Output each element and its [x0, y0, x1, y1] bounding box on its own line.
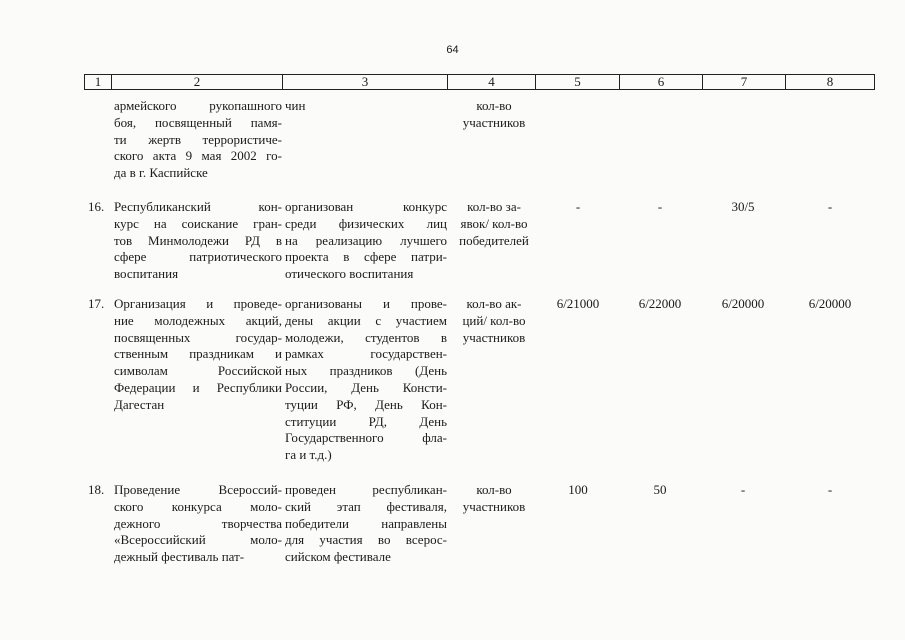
- value-col-6: -: [657, 199, 663, 214]
- header-col-8: 8: [786, 75, 875, 90]
- event-name-line: Проведение Всероссий-: [114, 482, 282, 497]
- expected-result: [285, 98, 447, 115]
- expected-result-line: ский этап фестиваля,: [285, 498, 447, 514]
- value-col-7: 30/5: [731, 199, 755, 214]
- indicator: [451, 482, 537, 516]
- row-number: 16.: [88, 199, 105, 214]
- row-number: 17.: [88, 296, 105, 311]
- event-name: [114, 482, 282, 566]
- header-col-2: 2: [112, 75, 283, 90]
- expected-result: [285, 482, 447, 566]
- event-name-line: дежный фестиваль пат-: [114, 549, 245, 565]
- expected-result: [285, 296, 447, 464]
- indicator-line: явок/ кол-во: [460, 215, 528, 231]
- expected-result-line: России, День Консти-: [285, 379, 447, 395]
- event-name-line: армейского рукопашного: [114, 98, 282, 113]
- event-name-line: «Всероссийский моло-: [114, 532, 282, 548]
- indicator-line: ций/ кол-во: [462, 312, 526, 328]
- header-col-7: 7: [703, 75, 786, 90]
- expected-result-line: ституции РД, День: [285, 413, 447, 429]
- event-name-line: ского акта 9 мая 2002 го-: [114, 148, 282, 164]
- indicator-line: участников: [462, 329, 526, 345]
- expected-result-line: дены акции с участием: [285, 312, 447, 328]
- expected-result-line: га и т.д.): [285, 447, 332, 463]
- indicator-line: участников: [462, 498, 526, 514]
- indicator-line: кол-во ак-: [466, 296, 522, 311]
- event-name-line: символам Российской: [114, 363, 282, 379]
- indicator: [451, 199, 537, 249]
- event-name-line: Организация и проведе-: [114, 296, 282, 311]
- event-name: [114, 296, 282, 414]
- value-col-6: 50: [653, 482, 667, 497]
- event-name-line: ского конкурса моло-: [114, 498, 282, 514]
- expected-result-line: отического воспитания: [285, 266, 414, 282]
- event-name-line: дежного творчества: [114, 515, 282, 531]
- event-name: [114, 199, 282, 283]
- event-name-line: Федерации и Республики: [114, 379, 282, 395]
- expected-result-line: на реализацию лучшего: [285, 232, 447, 248]
- event-name-line: ти жертв террористиче-: [114, 131, 282, 147]
- event-name-line: сфере патриотического: [114, 249, 282, 265]
- expected-result-line: победители направлены: [285, 515, 447, 531]
- event-name-line: ние молодежных акций,: [114, 312, 282, 328]
- indicator-line: кол-во за-: [467, 199, 521, 214]
- event-name: [114, 98, 282, 182]
- expected-result-line: организованы и прове-: [285, 296, 447, 311]
- expected-result-line: туции РФ, День Кон-: [285, 396, 447, 412]
- expected-result-line: для участия во всерос-: [285, 532, 447, 548]
- expected-result-line: молодежи, студентов в: [285, 329, 447, 345]
- value-col-8: -: [827, 199, 833, 214]
- expected-result: [285, 199, 447, 283]
- expected-result-line: проведен республикан-: [285, 482, 447, 497]
- value-col-6: 6/22000: [638, 296, 682, 311]
- header-col-4: 4: [448, 75, 536, 90]
- value-col-7: 6/20000: [721, 296, 765, 311]
- event-name-line: да в г. Каспийске: [114, 165, 208, 181]
- indicator: [451, 296, 537, 346]
- expected-result-line: чин: [285, 98, 306, 113]
- header-col-5: 5: [536, 75, 620, 90]
- page-number: 64: [446, 44, 459, 56]
- header-col-1: 1: [85, 75, 112, 90]
- expected-result-line: организован конкурс: [285, 199, 447, 214]
- indicator-line: кол-во: [476, 482, 512, 497]
- value-col-8: -: [827, 482, 833, 497]
- indicator-line: победителей: [459, 232, 529, 248]
- event-name-line: Дагестан: [114, 396, 165, 412]
- event-name-line: воспитания: [114, 266, 179, 282]
- indicator: [451, 98, 537, 132]
- event-name-line: тов Минмолодежи РД в: [114, 232, 282, 248]
- row-number: 18.: [88, 482, 105, 497]
- header-col-3: 3: [283, 75, 448, 90]
- event-name-line: посвященных государ-: [114, 329, 282, 345]
- expected-result-line: ных праздников (День: [285, 363, 447, 379]
- event-name-line: Республиканский кон-: [114, 199, 282, 214]
- value-col-5: 6/21000: [556, 296, 600, 311]
- value-col-5: 100: [568, 482, 588, 497]
- event-name-line: курс на соискание гран-: [114, 215, 282, 231]
- expected-result-line: Государственного фла-: [285, 430, 447, 446]
- expected-result-line: среди физических лиц: [285, 215, 447, 231]
- expected-result-line: сийском фестивале: [285, 549, 391, 565]
- value-col-8: 6/20000: [808, 296, 852, 311]
- event-name-line: ственным праздникам и: [114, 346, 282, 362]
- indicator-line: кол-во: [476, 98, 512, 113]
- expected-result-line: проекта в сфере патри-: [285, 249, 447, 265]
- header-col-6: 6: [620, 75, 703, 90]
- value-col-7: -: [740, 482, 746, 497]
- indicator-line: участников: [462, 114, 526, 130]
- expected-result-line: рамках государствен-: [285, 346, 447, 362]
- value-col-5: -: [575, 199, 581, 214]
- event-name-line: боя, посвященный памя-: [114, 114, 282, 130]
- column-number-header: [84, 74, 875, 90]
